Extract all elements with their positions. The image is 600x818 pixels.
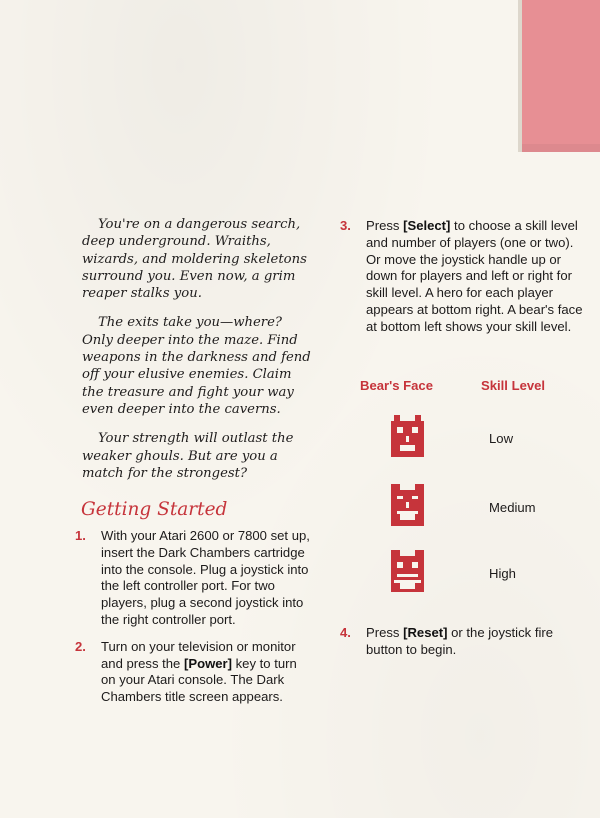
step-number: 2.: [75, 638, 86, 654]
bears-face-column-header: Bear's Face: [360, 378, 433, 393]
power-key-label: [Power]: [183, 655, 232, 671]
step-text-segment: With your Atari 2600 or 7800 set up, insert the Dark Chambers cartridge into the console. Plug a joystick into the left controller port. For two players, plug a second joystick into the right controller port.: [101, 528, 310, 627]
page-tab: [518, 0, 600, 152]
skill-level-label: High: [489, 566, 516, 581]
step-text: [366, 218, 584, 336]
step-text-segment: Press: [366, 625, 404, 640]
skill-level-table: [360, 377, 570, 607]
step-3: [340, 218, 584, 336]
steps-right-column-top: [340, 218, 584, 346]
bear-face-medium-icon: [391, 483, 424, 527]
skill-row-high: [360, 549, 570, 597]
intro-text: [82, 216, 317, 494]
step-text-segment: Turn on your television or monitor and press the: [101, 638, 296, 671]
step-1: [75, 528, 313, 629]
intro-paragraph: The exits take you—where? Only deeper into the maze. Find weapons in the darkness and fend off your elusive enemies. Claim the treasure and fight your way even deeper into the caverns.: [82, 315, 311, 417]
bear-face-low-icon: [391, 414, 424, 458]
intro-paragraph: You're on a dangerous search, deep underground. Wraiths, wizards, and moldering skeletons surround you. Even now, a grim reaper stalks you.: [82, 217, 307, 302]
step-text-segment: to choose a skill level and number of players (one or two). Or move the joystick handle up or down for players and left or right for skill level. A hero for each player appears at bottom right. A bear's face at bottom left shows your skill level.: [366, 218, 583, 334]
intro-paragraph: Your strength will outlast the weaker ghouls. But are you a match for the strongest?: [82, 431, 294, 481]
reset-key-label: [Reset]: [403, 625, 448, 640]
bear-face-high-icon: [391, 549, 424, 593]
skill-level-label: Medium: [489, 500, 536, 515]
step-text: [101, 639, 313, 706]
select-key-label: [Select]: [403, 218, 451, 233]
step-4: [340, 625, 584, 659]
step-text-segment: or the joystick fire button to begin.: [366, 625, 554, 657]
skill-level-label: Low: [489, 431, 514, 446]
steps-right-column-bottom: [340, 625, 584, 669]
skill-row-medium: [360, 483, 570, 531]
skill-row-low: [360, 414, 570, 462]
skill-level-column-header: Skill Level: [481, 378, 546, 393]
step-number: 3.: [340, 218, 351, 233]
step-number: 4.: [340, 625, 351, 640]
step-2: [75, 639, 313, 706]
steps-left-column: [75, 528, 313, 716]
step-text-segment: Press: [366, 218, 404, 233]
step-text: [101, 528, 313, 629]
step-text-segment: key to turn on your Atari console. The Dark Chambers title screen appears.: [101, 655, 297, 705]
step-text: [366, 625, 584, 659]
section-heading-getting-started: Getting Started: [81, 499, 228, 520]
step-number: 1.: [75, 528, 86, 543]
